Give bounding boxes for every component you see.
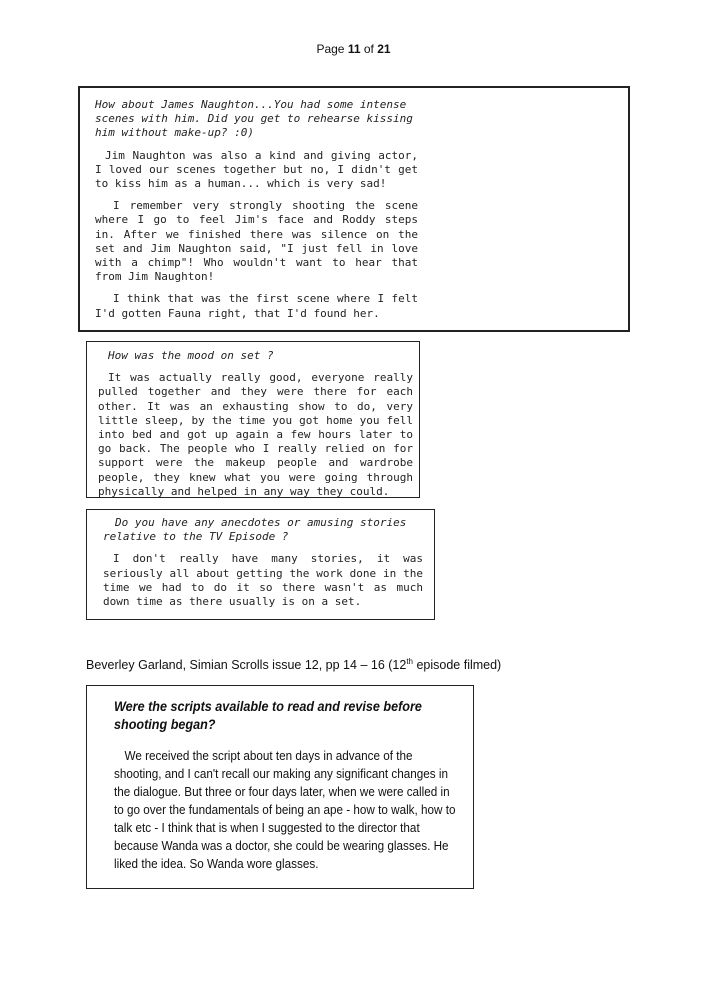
answer-paragraph: We received the script about ten days in advance of the shooting, and I can't recall our making any significant changes in the dialogue. But three or four days later, when we were called in to go over the fundamentals of being an ape - how to walk, how to talk etc - I think that is when I suggested to the director that because Wanda was a doctor, she could be wearing glasses. He liked the idea. So Wanda wore glasses.: [114, 748, 456, 871]
interview-box-anecdotes: [86, 509, 435, 620]
caption-superscript: th: [406, 657, 413, 666]
page-current: 11: [347, 42, 361, 56]
answer-paragraph: I remember very strongly shooting the scene where I go to feel Jim's face and Roddy steps in. After we finished there was silence on the set and Jim Naughton said, "I just fell in love with a chimp"! Who wouldn't want to hear that from Jim Naughton!: [95, 199, 418, 284]
question-naughton: How about James Naughton...You had some intense scenes with him. Did you get to rehearse kissing him without make-up? :0): [95, 98, 413, 140]
answer-paragraph: I don't really have many stories, it was seriously all about getting the work done in the time we had to do it so there wasn't as much down time as there usually is on a set.: [103, 552, 423, 609]
caption-text: Beverley Garland, Simian Scrolls issue 12, pp 14 – 16 (12: [86, 658, 407, 673]
answer-paragraph: Jim Naughton was also a kind and giving actor, I loved our scenes together but no, I didn't get to kiss him as a human... which is very sad!: [95, 148, 418, 191]
page-number-header: [0, 42, 707, 56]
interview-box-mood: [86, 341, 420, 498]
question-anecdotes: Do you have any anecdotes or amusing stories relative to the TV Episode ?: [103, 516, 407, 544]
interview-box-scripts: [86, 685, 474, 889]
source-caption: [86, 657, 501, 672]
page-prefix: Page: [316, 42, 348, 56]
answer-paragraph: It was actually really good, everyone really pulled together and they were there for each other. It was an exhausting show to do, very little sleep, by the time you got home you fell into bed and got up again a few hours later to go back. The people who I really relied on for support were the makeup people and wardrobe people, they knew what you were going through physically and helped in any way they could.: [98, 371, 413, 498]
page-total: 21: [377, 42, 391, 56]
question-scripts: Were the scripts available to read and revise before shooting began?: [114, 698, 422, 732]
page-of: of: [360, 42, 378, 56]
question-mood: How was the mood on set ?: [108, 349, 274, 362]
caption-text-end: episode filmed): [412, 658, 502, 673]
interview-box-naughton: [78, 86, 630, 332]
answer-paragraph: I think that was the first scene where I felt I'd gotten Fauna right, that I'd found her.: [95, 292, 418, 320]
